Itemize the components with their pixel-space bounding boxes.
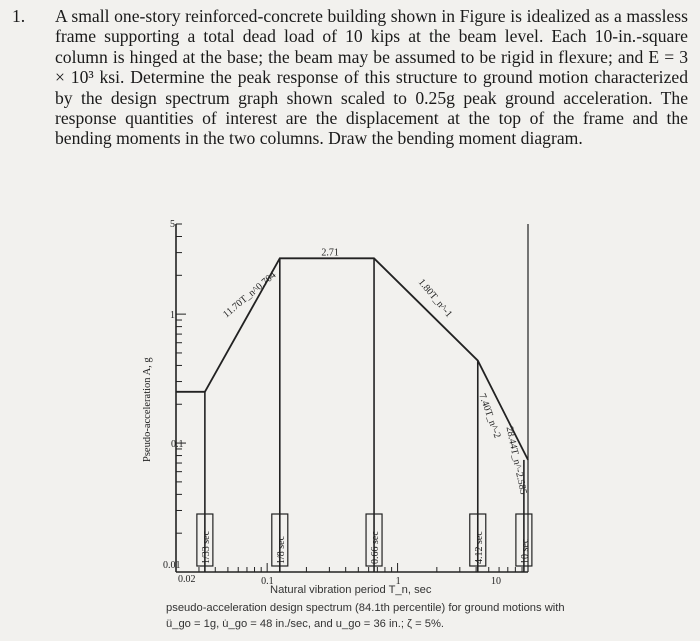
chart-root xyxy=(142,219,532,587)
segment-label: 1.80T_n^-1 xyxy=(415,276,455,320)
segment-label: 11.70T_n^0.704 xyxy=(221,269,279,321)
segment-label: 28.44T_n^-2.585 xyxy=(503,425,529,496)
design-spectrum-figure xyxy=(0,212,700,641)
period-marker-label: 1/8 sec xyxy=(275,535,287,564)
x-tick-label: 10 xyxy=(491,576,501,587)
x-tick-label: 0.02 xyxy=(178,574,196,585)
x-tick-label: 0.1 xyxy=(261,576,274,587)
x-axis-title: Natural vibration period T_n, sec xyxy=(270,584,432,596)
period-marker-label: 0.66 sec xyxy=(370,531,382,564)
period-marker-label: 1/33 sec xyxy=(200,530,212,564)
y-tick-label: 0.1 xyxy=(171,439,184,451)
problem-number: 1. xyxy=(12,6,26,26)
period-marker-label: 4.12 sec xyxy=(473,531,485,564)
problem-text: A small one-story reinforced-concrete building shown in Figure is idealized as a massless frame supporting a total dead load of 10 kips at the beam level. Each 10-in.-square column is hinged at the base; the beam may be assumed to be rigid in flexure; and E = 3 × 10³ ksi. Determine the peak response of this structure to ground motion characterized by the design spectrum graph shown scaled to 0.25g peak ground acceleration. The response quantities of interest are the displacement at the top of the frame and the bending moments in the two columns. Draw the bending moment diagram. xyxy=(55,6,688,149)
x-tick-label: 1 xyxy=(395,576,401,587)
segment-label: 2.71 xyxy=(321,247,339,259)
y-tick-label: 1 xyxy=(170,310,175,322)
figure-caption: pseudo-acceleration design spectrum (84.1th percentile) for ground motions with ü_go = 1g, u̇_go = 48 in./sec, and u_go = 36 in.; ζ = 5%. xyxy=(166,602,565,630)
spectrum-line xyxy=(176,258,528,460)
y-axis-title: Pseudo-acceleration A, g xyxy=(142,357,153,462)
y-tick-label: 5 xyxy=(170,219,175,230)
segment-label: 7.40T_n^-2 xyxy=(476,392,503,440)
period-marker-label: 10 sec xyxy=(519,538,531,564)
y-tick-label: 0.01 xyxy=(163,560,181,571)
